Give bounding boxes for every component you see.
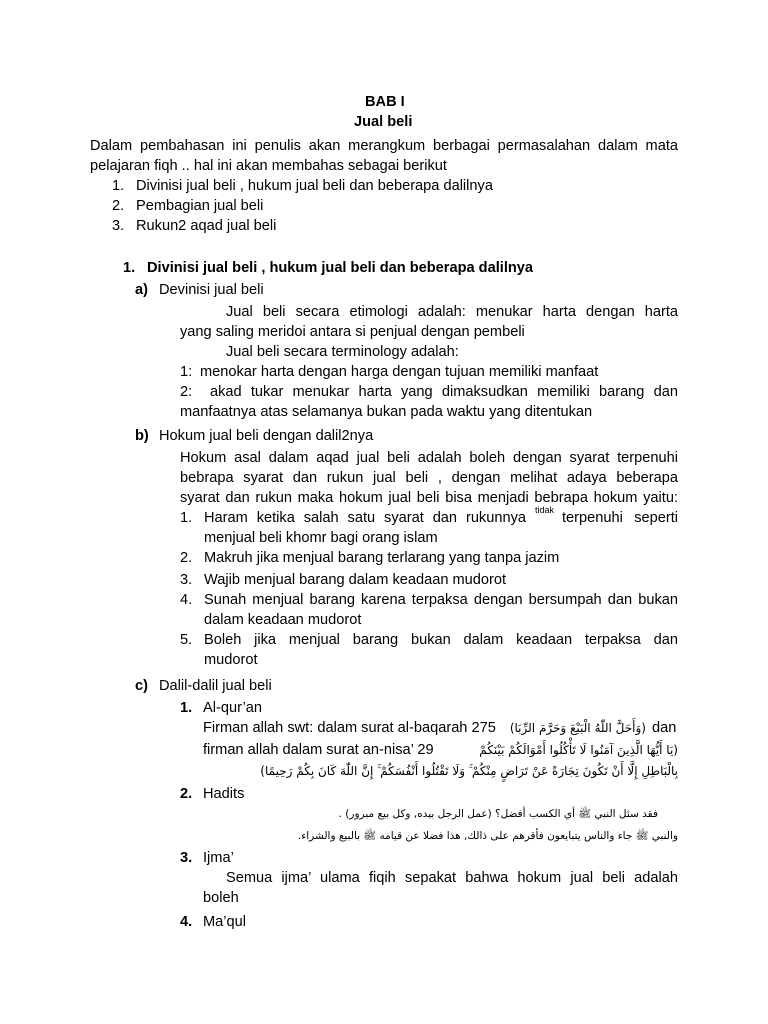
etimologi-line-1: Jual beli secara etimologi adalah: menukar harta dengan harta bbox=[226, 304, 678, 320]
terminology-line: Jual beli secara terminology adalah: bbox=[226, 344, 459, 360]
ijma-line-2: boleh bbox=[203, 890, 239, 906]
dalil-item-3-num: 3. bbox=[180, 850, 193, 866]
hokum-item-2-num: 2. bbox=[180, 550, 193, 566]
quran-verse-baqarah: (وَأَحَلَّ اللّٰهُ الْبَيْعَ وَحَرَّمَ الرِّبَا) bbox=[509, 721, 646, 735]
hokum-item-5-num: 5. bbox=[180, 632, 193, 648]
etimologi-line-2: yang saling meridoi antara si penjual dengan pembeli bbox=[180, 324, 525, 340]
hokum-item-5-text: Boleh jika menjual barang bukan dalam keadaan terpaksa dan bbox=[204, 632, 678, 648]
subsection-c-title: Dalil-dalil jual beli bbox=[159, 678, 272, 694]
hokum-item-1-text-end: terpenuhi seperti bbox=[562, 510, 678, 526]
intro-line-2: pelajaran fiqh .. hal ini akan membahas sebagai berikut bbox=[90, 158, 447, 174]
section-heading: Divinisi jual beli , hukum jual beli dan beberapa dalilnya bbox=[147, 260, 534, 276]
quran-line-1: Firman allah swt: dalam surat al-baqarah 275 bbox=[203, 720, 496, 736]
quran-line-2: firman allah dalam surat an-nisa’ 29 bbox=[203, 742, 434, 758]
page-title: Jual beli bbox=[354, 114, 413, 130]
outline-item-1-num: 1. bbox=[112, 178, 125, 194]
point-1-text: menokar harta dengan harga dengan tujuan memiliki manfaat bbox=[200, 364, 599, 380]
hokum-para-line-2: bebrapa syarat dan rukun jual beli , dengan melihat adaya beberapa bbox=[180, 470, 678, 486]
dalil-item-1-title: Al-qur’an bbox=[203, 700, 262, 716]
subsection-a-title: Devinisi jual beli bbox=[159, 282, 264, 298]
hokum-item-1-text: Haram ketika salah satu syarat dan rukunnya bbox=[204, 510, 526, 526]
hokum-item-2-text: Makruh jika menjual barang terlarang yang tanpa jazim bbox=[204, 550, 560, 566]
subsection-a-marker: a) bbox=[135, 282, 148, 298]
intro-line-1: Dalam pembahasan ini penulis akan merangkum berbagai permasalahan dalam mata bbox=[90, 138, 678, 154]
quran-verse-nisa-2: بِالْبَاطِلِ إِلَّا أَنْ تَكُونَ تِجَارَةً عَنْ تَرَاضٍ مِنْكُمْ ۚ وَلَا تَقْتُلُوا أَنْفُسَكُمْ ۚ إِنَّ اللّٰهَ كَانَ بِكُمْ رَحِيمًا) bbox=[260, 764, 678, 778]
hokum-item-1-line-2: menjual beli khomr bagi orang islam bbox=[204, 530, 438, 546]
subsection-c-marker: c) bbox=[135, 678, 148, 694]
dalil-item-2-title: Hadits bbox=[203, 786, 245, 802]
section-heading-num: 1. bbox=[123, 260, 136, 276]
outline-item-3: Rukun2 aqad jual beli bbox=[136, 218, 277, 234]
quran-dan: dan bbox=[652, 720, 677, 736]
hokum-para-line-1: Hokum asal dalam aqad jual beli adalah boleh dengan syarat terpenuhi bbox=[180, 450, 678, 466]
outline-item-3-num: 3. bbox=[112, 218, 125, 234]
outline-item-2-num: 2. bbox=[112, 198, 125, 214]
hokum-para-line-3: syarat dan rukun maka hokum jual beli bisa menjadi bebrapa hokum yaitu: bbox=[180, 490, 678, 506]
point-2-text: akad tukar menukar harta yang dimaksudkan memiliki barang dan bbox=[210, 384, 678, 400]
subsection-b-marker: b) bbox=[135, 428, 149, 444]
ijma-line-1: Semua ijma’ ulama fiqih sepakat bahwa hokum jual beli adalah bbox=[226, 870, 678, 886]
dalil-item-4-num: 4. bbox=[180, 914, 193, 930]
dalil-item-2-num: 2. bbox=[180, 786, 193, 802]
outline-item-2: Pembagian jual beli bbox=[136, 198, 264, 214]
hadits-text-2: والنبي ﷺ جاء والناس يتبايعون فأقرهم على ذالك, هذا فضلا عن قيامه ﷺ بالبيع والشراء. bbox=[297, 830, 678, 842]
chapter-label: BAB I bbox=[365, 94, 405, 110]
hokum-item-4-num: 4. bbox=[180, 592, 193, 608]
dalil-item-1-num: 1. bbox=[180, 700, 193, 716]
outline-item-1: Divinisi jual beli , hukum jual beli dan beberapa dalilnya bbox=[136, 178, 493, 194]
point-2-num: 2: bbox=[180, 384, 193, 400]
hokum-item-3-text: Wajib menjual barang dalam keadaan mudorot bbox=[204, 572, 507, 588]
hokum-item-3-num: 3. bbox=[180, 572, 193, 588]
hadits-text-1: فقد سئل النبي ﷺ أي الكسب أفضل؟ (عمل الرجل بيده, وكل بيع مبرور) . bbox=[338, 808, 658, 820]
hokum-item-4-text: Sunah menjual barang karena terpaksa dengan bersumpah dan bukan bbox=[204, 592, 678, 608]
point-1-num: 1: bbox=[180, 364, 193, 380]
hokum-item-5-line-2: mudorot bbox=[204, 652, 258, 668]
quran-verse-nisa-1: (يَا أَيُّهَا الَّذِينَ آمَنُوا لَا تَأْكُلُوا أَمْوَالَكُمْ بَيْنَكُمْ bbox=[479, 743, 678, 757]
dalil-item-4-title: Ma’qul bbox=[203, 914, 246, 930]
subsection-b-title: Hokum jual beli dengan dalil2nya bbox=[159, 428, 374, 444]
dalil-item-3-title: Ijma’ bbox=[203, 850, 234, 866]
hokum-item-4-line-2: dalam keadaan mudorot bbox=[204, 612, 362, 628]
point-2-continued: manfaatnya atas selamanya bukan pada waktu yang ditentukan bbox=[180, 404, 593, 420]
superscript-tidak: tidak bbox=[535, 505, 555, 515]
hokum-item-1-num: 1. bbox=[180, 510, 193, 526]
